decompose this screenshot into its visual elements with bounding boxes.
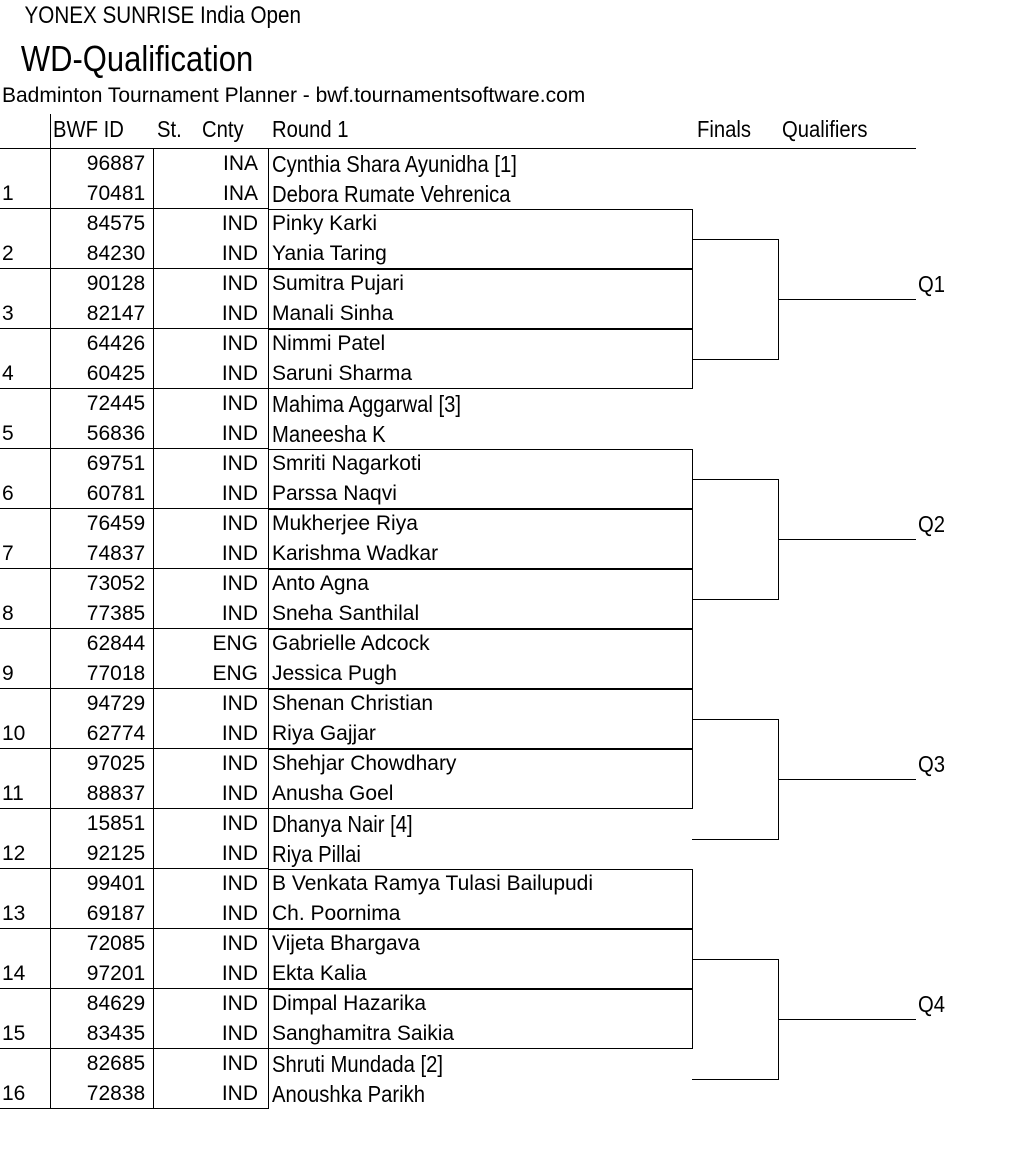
player-name: Sneha Santhilal — [272, 602, 420, 625]
bwf-id: 84575 — [86, 212, 146, 235]
finals-line — [692, 359, 779, 360]
bwf-id: 84230 — [86, 242, 146, 265]
row-rule — [0, 988, 50, 989]
country-code: IND — [221, 242, 258, 265]
match-number: 12 — [2, 842, 26, 865]
bracket-line — [692, 629, 693, 689]
country-code: IND — [221, 602, 258, 625]
finals-line — [692, 839, 779, 840]
bracket-line — [268, 869, 693, 870]
bracket-line — [692, 749, 693, 809]
finals-line — [692, 599, 779, 600]
column-divider — [153, 509, 154, 569]
country-code: INA — [222, 182, 258, 205]
match-number: 3 — [2, 302, 14, 325]
country-code: IND — [221, 512, 258, 535]
player-name: Anusha Goel — [272, 782, 394, 805]
column-header-bwf-id: BWF ID — [53, 116, 124, 142]
country-code: IND — [221, 542, 258, 565]
country-code: IND — [221, 1052, 258, 1075]
country-code: IND — [221, 452, 258, 475]
country-code: IND — [221, 842, 258, 865]
qualifier-line — [778, 779, 916, 780]
bracket-line — [692, 989, 693, 1049]
qualifier-label: Q1 — [918, 271, 946, 297]
column-divider — [153, 689, 154, 749]
country-code: IND — [221, 992, 258, 1015]
column-divider — [268, 509, 269, 569]
qualifier-label: Q2 — [918, 511, 946, 537]
match-number: 1 — [2, 182, 14, 205]
finals-line — [692, 239, 779, 240]
column-divider — [268, 209, 269, 269]
bracket-line — [268, 509, 693, 510]
row-rule — [0, 748, 50, 749]
match-number: 5 — [2, 422, 14, 445]
column-divider — [268, 869, 269, 929]
row-rule — [0, 868, 50, 869]
planner-subtitle: Badminton Tournament Planner - bwf.tournamentsoftware.com — [2, 84, 586, 107]
country-code: IND — [221, 782, 258, 805]
country-code: IND — [221, 692, 258, 715]
column-divider — [153, 869, 154, 929]
country-code: INA — [222, 152, 258, 175]
column-divider — [153, 929, 154, 989]
match-number: 2 — [2, 242, 14, 265]
player-name: Mahima Aggarwal [3] — [272, 391, 462, 417]
column-divider — [268, 689, 269, 749]
row-rule — [0, 928, 50, 929]
country-code: IND — [221, 932, 258, 955]
bwf-id: 69751 — [86, 452, 146, 475]
row-rule — [0, 388, 50, 389]
bracket-line — [268, 209, 693, 210]
row-rule — [0, 808, 50, 809]
match-number: 6 — [2, 482, 14, 505]
bwf-id: 92125 — [86, 842, 146, 865]
bwf-id: 64426 — [86, 332, 146, 355]
bwf-id: 69187 — [86, 902, 146, 925]
player-name: Manali Sinha — [272, 302, 394, 325]
column-divider — [50, 114, 51, 1108]
row-rule — [50, 1108, 268, 1109]
column-divider — [153, 569, 154, 629]
column-divider — [268, 629, 269, 689]
player-name: B Venkata Ramya Tulasi Bailupudi — [272, 872, 594, 895]
column-divider — [153, 269, 154, 329]
match-number: 16 — [2, 1082, 26, 1105]
country-code: IND — [221, 572, 258, 595]
qualifier-label: Q3 — [918, 751, 946, 777]
row-rule — [0, 268, 50, 269]
match-number: 11 — [2, 782, 24, 805]
event-title: YONEX SUNRISE India Open — [24, 2, 301, 29]
bwf-id: 82685 — [86, 1052, 146, 1075]
match-number: 4 — [2, 362, 14, 385]
country-code: IND — [221, 272, 258, 295]
bwf-id: 97201 — [86, 962, 146, 985]
column-divider — [153, 629, 154, 689]
bwf-id: 60781 — [86, 482, 146, 505]
player-name: Shruti Mundada [2] — [272, 1051, 444, 1077]
country-code: IND — [221, 362, 258, 385]
country-code: IND — [221, 302, 258, 325]
country-code: IND — [221, 212, 258, 235]
player-name: Gabrielle Adcock — [272, 632, 430, 655]
column-divider — [153, 149, 154, 209]
country-code: IND — [221, 722, 258, 745]
column-divider — [153, 389, 154, 449]
bwf-id: 72445 — [86, 392, 146, 415]
bwf-id: 73052 — [86, 572, 146, 595]
column-divider — [153, 449, 154, 509]
player-name: Shenan Christian — [272, 692, 434, 715]
row-rule — [0, 688, 50, 689]
bracket-line — [268, 929, 693, 930]
bracket-line — [268, 989, 693, 990]
country-code: IND — [221, 902, 258, 925]
finals-line — [692, 479, 779, 480]
country-code: IND — [221, 962, 258, 985]
country-code: ENG — [212, 632, 258, 655]
player-name: Yania Taring — [272, 242, 387, 265]
match-number: 10 — [2, 722, 26, 745]
bwf-id: 62844 — [86, 632, 146, 655]
player-name: Parssa Naqvi — [272, 482, 397, 505]
match-number: 7 — [2, 542, 14, 565]
player-name: Riya Gajjar — [272, 722, 376, 745]
country-code: ENG — [212, 662, 258, 685]
row-rule — [0, 208, 50, 209]
column-divider — [153, 1049, 154, 1109]
bracket-line — [268, 329, 693, 330]
player-name: Ch. Poornima — [272, 902, 401, 925]
country-code: IND — [221, 1022, 258, 1045]
finals-line — [692, 959, 779, 960]
bwf-id: 83435 — [86, 1022, 146, 1045]
finals-line — [692, 719, 779, 720]
bracket-line — [692, 269, 693, 329]
column-divider — [153, 989, 154, 1049]
bracket-line — [268, 629, 693, 630]
bwf-id: 88837 — [86, 782, 146, 805]
row-rule — [0, 1108, 50, 1109]
country-code: IND — [221, 752, 258, 775]
bracket-line — [268, 269, 693, 270]
country-code: IND — [221, 872, 258, 895]
column-divider — [153, 329, 154, 389]
column-divider — [153, 749, 154, 809]
bwf-id: 97025 — [86, 752, 146, 775]
player-name: Anto Agna — [272, 572, 369, 595]
bwf-id: 99401 — [86, 872, 146, 895]
player-name: Sumitra Pujari — [272, 272, 404, 295]
player-name: Mukherjee Riya — [272, 512, 418, 535]
column-divider — [268, 749, 269, 809]
bwf-id: 77385 — [86, 602, 146, 625]
bwf-id: 77018 — [86, 662, 146, 685]
bwf-id: 74837 — [86, 542, 146, 565]
player-name: Karishma Wadkar — [272, 542, 439, 565]
country-code: IND — [221, 332, 258, 355]
player-name: Dhanya Nair [4] — [272, 811, 413, 837]
column-divider — [268, 449, 269, 509]
row-rule — [0, 568, 50, 569]
column-divider — [268, 389, 269, 449]
player-name: Debora Rumate Vehrenica — [272, 181, 511, 207]
bwf-id: 94729 — [86, 692, 146, 715]
match-number: 14 — [2, 962, 26, 985]
row-rule — [0, 328, 50, 329]
bwf-id: 84629 — [86, 992, 146, 1015]
country-code: IND — [221, 812, 258, 835]
bracket-line — [268, 749, 693, 750]
bwf-id: 15851 — [86, 812, 146, 835]
player-name: Jessica Pugh — [272, 662, 397, 685]
bracket-line — [268, 569, 693, 570]
column-divider — [268, 569, 269, 629]
column-divider — [268, 329, 269, 389]
finals-line — [692, 1079, 779, 1080]
player-name: Ekta Kalia — [272, 962, 367, 985]
player-name: Dimpal Hazarika — [272, 992, 427, 1015]
bwf-id: 72085 — [86, 932, 146, 955]
qualifier-line — [778, 1019, 916, 1020]
match-number: 13 — [2, 902, 26, 925]
bwf-id: 82147 — [86, 302, 146, 325]
country-code: IND — [221, 392, 258, 415]
bracket-line — [692, 869, 693, 929]
player-name: Sanghamitra Saikia — [272, 1022, 455, 1045]
match-number: 15 — [2, 1022, 26, 1045]
row-rule — [0, 508, 50, 509]
player-name: Riya Pillai — [272, 841, 361, 867]
bwf-id: 70481 — [86, 182, 146, 205]
match-number: 9 — [2, 662, 14, 685]
country-code: IND — [221, 1082, 258, 1105]
draw-title: WD-Qualification — [20, 38, 254, 79]
column-header-country: Cnty — [202, 116, 244, 142]
column-header-qualifiers: Qualifiers — [782, 116, 868, 142]
column-divider — [268, 809, 269, 869]
bwf-id: 72838 — [86, 1082, 146, 1105]
player-name: Maneesha K — [272, 421, 386, 447]
bwf-id: 96887 — [86, 152, 146, 175]
player-name: Smriti Nagarkoti — [272, 452, 422, 475]
player-name: Pinky Karki — [272, 212, 378, 235]
bracket-line — [692, 509, 693, 569]
column-divider — [268, 269, 269, 329]
bwf-id: 76459 — [86, 512, 146, 535]
bracket-line — [268, 689, 693, 690]
player-name: Saruni Sharma — [272, 362, 413, 385]
column-divider — [153, 209, 154, 269]
column-divider — [268, 1049, 269, 1109]
bwf-id: 60425 — [86, 362, 146, 385]
bwf-id: 62774 — [86, 722, 146, 745]
column-divider — [268, 929, 269, 989]
column-divider — [268, 989, 269, 1049]
qualifier-label: Q4 — [918, 991, 946, 1017]
country-code: IND — [221, 422, 258, 445]
player-name: Nimmi Patel — [272, 332, 386, 355]
column-header-status: St. — [157, 116, 182, 142]
player-name: Shehjar Chowdhary — [272, 752, 457, 775]
player-name: Cynthia Shara Ayunidha [1] — [272, 151, 517, 177]
qualifier-line — [778, 539, 916, 540]
bracket-line — [268, 449, 693, 450]
column-header-round1: Round 1 — [272, 116, 349, 142]
column-divider — [153, 809, 154, 869]
row-rule — [0, 448, 50, 449]
match-number: 8 — [2, 602, 14, 625]
qualifier-line — [778, 299, 916, 300]
column-divider — [268, 149, 269, 209]
bwf-id: 90128 — [86, 272, 146, 295]
player-name: Vijeta Bhargava — [272, 932, 420, 955]
row-rule — [0, 628, 50, 629]
column-header-finals: Finals — [697, 116, 751, 142]
country-code: IND — [221, 482, 258, 505]
bwf-id: 56836 — [86, 422, 146, 445]
row-rule — [0, 1048, 50, 1049]
player-name: Anoushka Parikh — [272, 1081, 426, 1107]
